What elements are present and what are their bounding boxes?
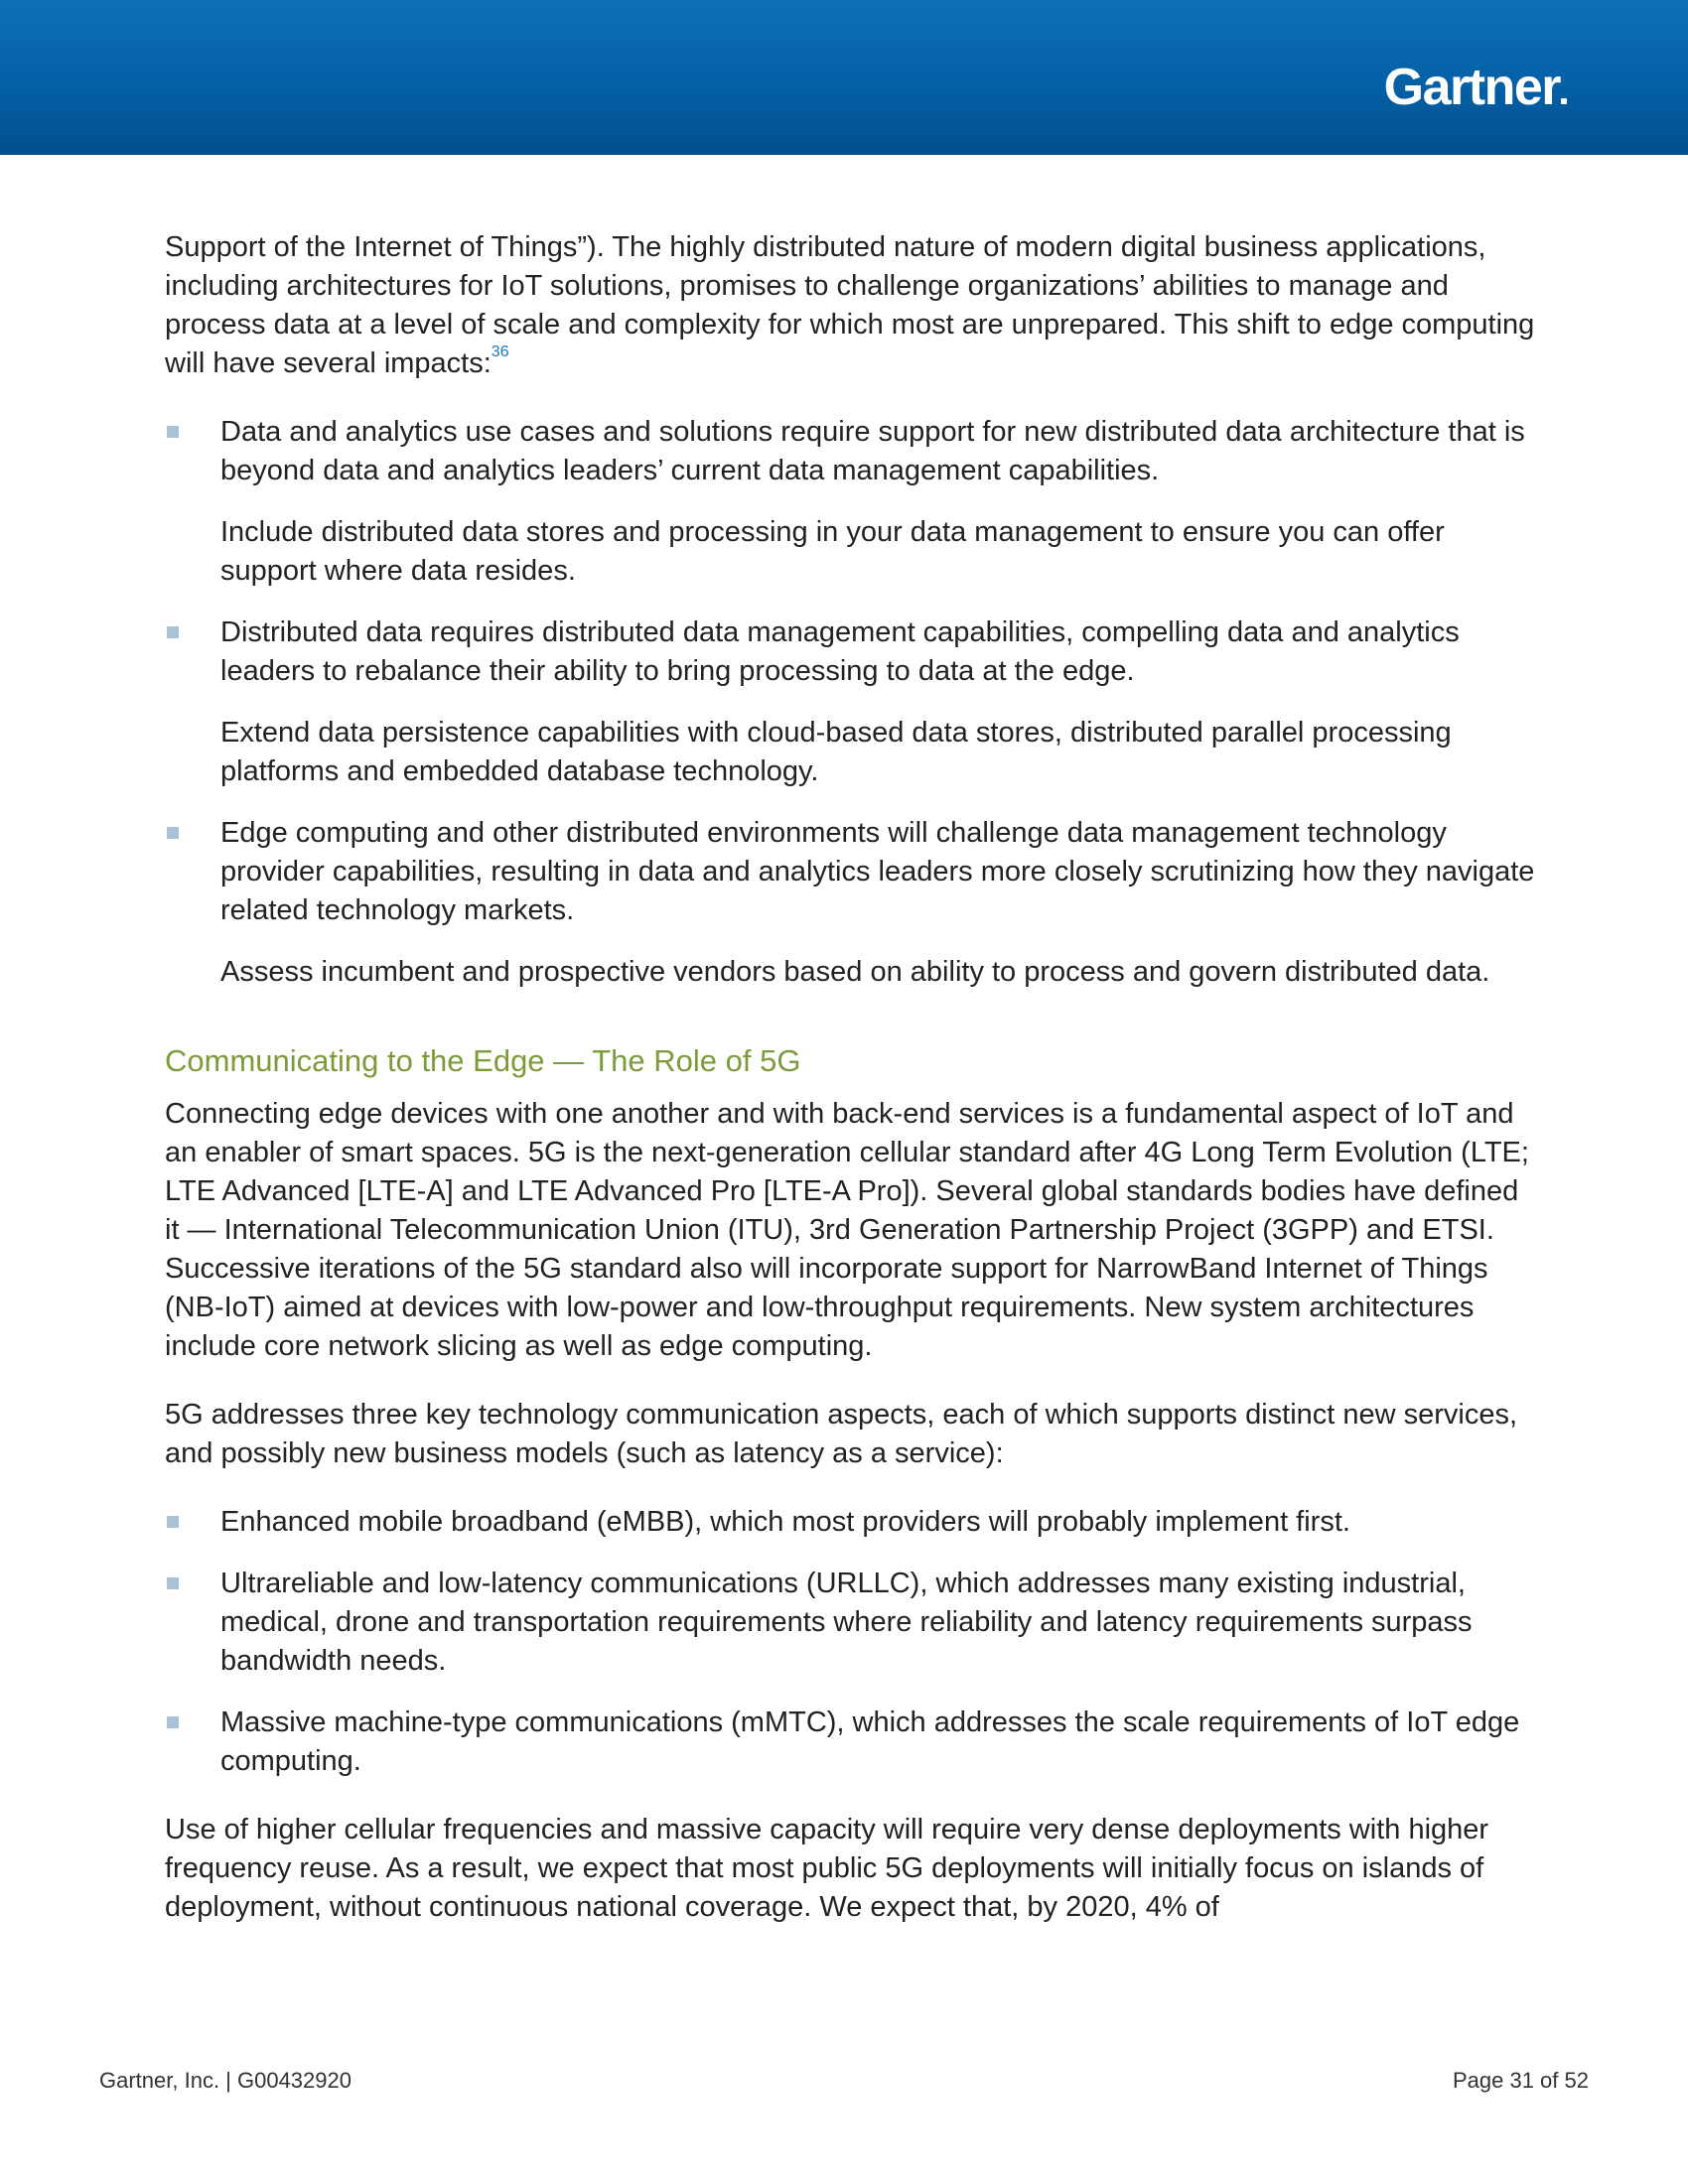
section-paragraph-1: Connecting edge devices with one another and with back-end services is a fundamental aspect of IoT and an enabler of smart spaces. 5G is the next-generation cellular standard after 4G Long Term Evolution (LTE; LTE Advanced [LTE-A] and LTE Advanced Pro [LTE-A Pro]). Several global standards bodies have defined it — International Telecommunication Union (ITU), 3rd Generation Partnership Project (3GPP) and ETSI. Successive iterations of the 5G standard also will incorporate support for NarrowBand Internet of Things (NB-IoT) aimed at devices with low-power and low-throughput requirements. New system architectures include core network slicing as well as edge computing. xyxy=(165,1098,1529,1362)
list-item xyxy=(165,1565,1535,1681)
section-paragraph-2: 5G addresses three key technology communication aspects, each of which supports distinct new services, and possibly new business models (such as latency as a service): xyxy=(165,1399,1518,1469)
intro-text: Support of the Internet of Things”). The highly distributed nature of modern digital business applications, including architectures for IoT solutions, promises to challenge organizations’ abilities to manage and process data at a level of scale and complexity for which most are unprepared. This shift to edge computing will have several impacts: xyxy=(165,231,1535,379)
5g-aspects-list xyxy=(165,1503,1535,1781)
list-item xyxy=(165,614,1535,791)
document-body xyxy=(165,228,1535,1957)
square-bullet-icon xyxy=(167,827,179,839)
list-item xyxy=(165,1503,1535,1542)
square-bullet-icon xyxy=(167,1577,179,1589)
list-item xyxy=(165,413,1535,591)
gartner-logo xyxy=(1383,59,1567,116)
square-bullet-icon xyxy=(167,1716,179,1728)
impact-advice: Assess incumbent and prospective vendors based on ability to process and govern distributed data. xyxy=(220,956,1490,988)
square-bullet-icon xyxy=(167,626,179,638)
aspect-text: Ultrareliable and low-latency communications (URLLC), which addresses many existing industrial, medical, drone and transportation requirements where reliability and latency requirements surpass bandwidth needs. xyxy=(220,1568,1473,1677)
section-paragraph-3: Use of higher cellular frequencies and massive capacity will require very dense deployments with higher frequency reuse. As a result, we expect that most public 5G deployments will initially focus on islands of deployment, without continuous national coverage. We expect that, by 2020, 4% of xyxy=(165,1814,1489,1923)
logo-dot xyxy=(1561,98,1567,104)
impacts-list xyxy=(165,413,1535,992)
square-bullet-icon xyxy=(167,426,179,438)
list-item xyxy=(165,814,1535,992)
page-header-banner xyxy=(0,0,1688,155)
intro-paragraph xyxy=(165,228,1535,383)
square-bullet-icon xyxy=(167,1516,179,1528)
impact-advice: Include distributed data stores and processing in your data management to ensure you can offer support where data resides. xyxy=(220,516,1445,587)
list-item xyxy=(165,1704,1535,1781)
impact-text: Data and analytics use cases and solutions require support for new distributed data architecture that is beyond data and analytics leaders’ current data management capabilities. xyxy=(220,416,1525,486)
footer-page-number: Page 31 of 52 xyxy=(1452,2068,1589,2093)
logo-text: Gartner xyxy=(1383,59,1560,116)
impact-text: Edge computing and other distributed environments will challenge data management technology provider capabilities, resulting in data and analytics leaders more closely scrutinizing how they navigate related technology markets. xyxy=(220,817,1535,926)
section-heading: Communicating to the Edge — The Role of 5G xyxy=(165,1043,801,1078)
footer-document-id: Gartner, Inc. | G00432920 xyxy=(99,2068,352,2093)
impact-advice: Extend data persistence capabilities with cloud-based data stores, distributed parallel processing platforms and embedded database technology. xyxy=(220,717,1452,787)
impact-text: Distributed data requires distributed data management capabilities, compelling data and analytics leaders to rebalance their ability to bring processing to data at the edge. xyxy=(220,616,1460,687)
footnote-reference[interactable]: 36 xyxy=(491,343,509,360)
aspect-text: Massive machine-type communications (mMTC), which addresses the scale requirements of IoT edge computing. xyxy=(220,1706,1520,1777)
aspect-text: Enhanced mobile broadband (eMBB), which most providers will probably implement first. xyxy=(220,1506,1350,1538)
